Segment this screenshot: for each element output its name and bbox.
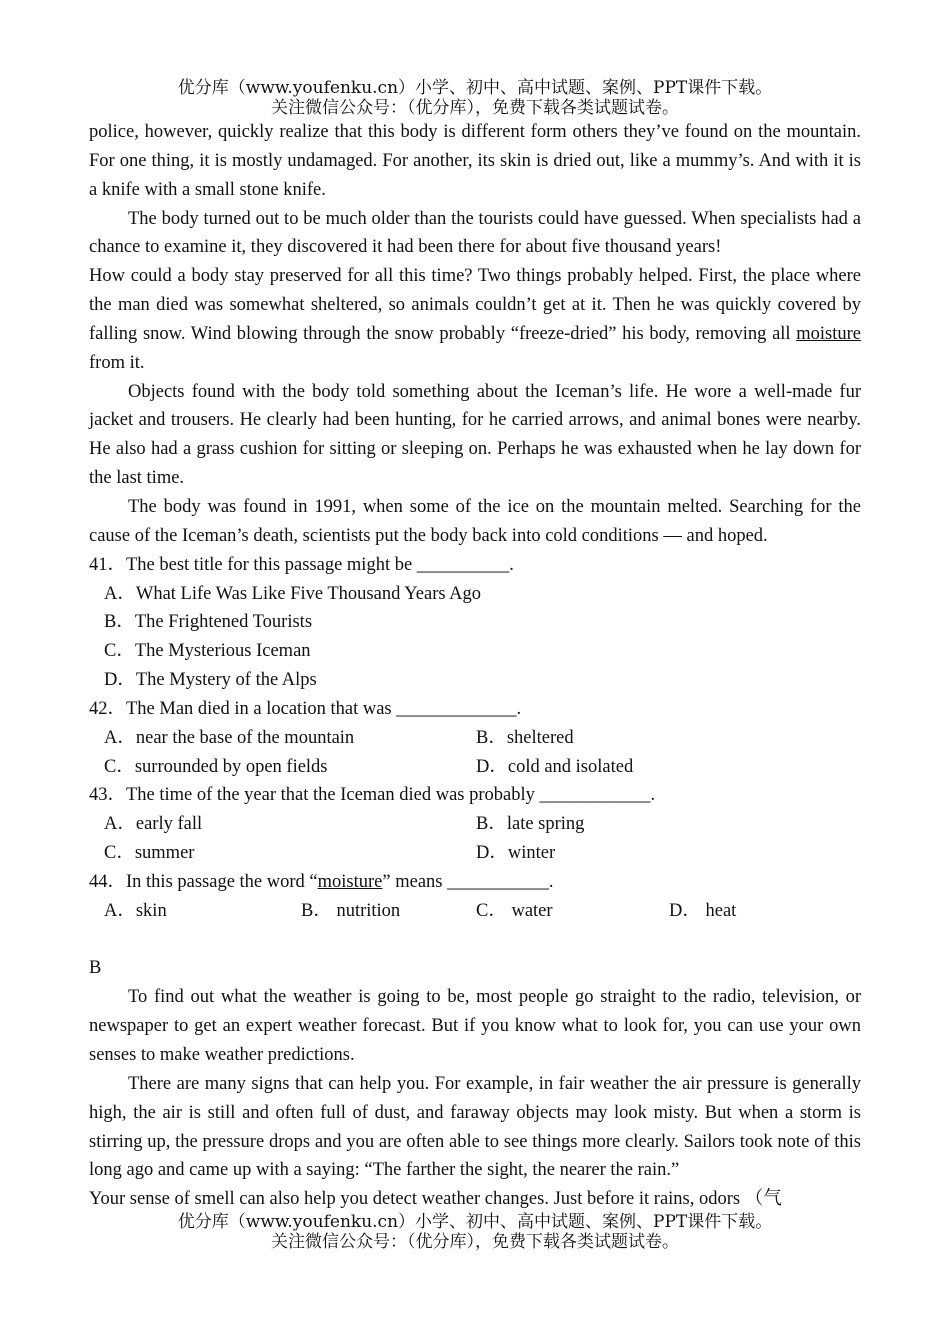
passage-a-paragraph-1: police, however, quickly realize that this body is different form others they’ve found on the mountain. For one thing, it is mostly undamaged. For another, its skin is dried out, like a mummy’s. And with it is a knife with a small stone knife. [89, 122, 861, 200]
passage-a-paragraph-3 [89, 262, 861, 377]
question-44-option-b: B． nutrition [301, 900, 401, 921]
question-43-option-b: B．late spring [476, 814, 585, 835]
question-44-underlined-word: moisture [317, 871, 383, 892]
passage-b-paragraph-1: To find out what the weather is going to be, most people go straight to the radio, television, or newspaper to get an expert weather forecast. But if you know what to look for, you can use your own senses to make weather predictions. [89, 987, 861, 1065]
spacer [89, 926, 861, 955]
paragraph-3-tail: from it. [89, 352, 145, 373]
section-b-title: B [89, 958, 102, 979]
question-41-option-d: D．The Mystery of the Alps [104, 670, 317, 691]
document-body [89, 118, 861, 1214]
question-41-stem: 41．The best title for this passage might be __________. [89, 554, 514, 575]
question-41-option-b: B．The Frightened Tourists [104, 612, 313, 633]
question-41 [89, 551, 861, 695]
question-42 [89, 695, 861, 782]
question-44-option-a: A．skin [104, 900, 167, 921]
question-41-option-c: C．The Mysterious Iceman [104, 641, 311, 662]
page-header [0, 78, 950, 118]
question-44 [89, 868, 861, 926]
question-43-option-c: C．summer [104, 843, 195, 864]
question-44-option-c: C． water [476, 900, 553, 921]
question-43-option-a: A．early fall [104, 814, 203, 835]
question-44-stem-end: ” means ___________. [382, 871, 554, 892]
header-line-1: 优分库（www.youfenku.cn）小学、初中、高中试题、案例、PPT课件下载。 [177, 78, 773, 98]
question-43 [89, 781, 861, 868]
question-42-option-c: C．surrounded by open fields [104, 756, 328, 777]
question-43-option-d: D．winter [476, 843, 556, 864]
header-line-2: 关注微信公众号：（优分库），免费下载各类试题试卷。 [271, 98, 679, 118]
passage-a-paragraph-2: The body turned out to be much older than the tourists could have guessed. When specialists had a chance to examine it, they discovered it had been there for about five thousand years! [89, 208, 861, 258]
passage-b-paragraph-2: There are many signs that can help you. For example, in fair weather the air pressure is generally high, the air is still and often full of dust, and faraway objects may look misty. But when a storm is stirring up, the pressure drops and you are often able to see things more clearly. Sailors took note of this long ago and came up with a saying: “The farther the sight, the nearer the rain.” [89, 1073, 861, 1181]
question-42-stem: 42．The Man died in a location that was _____________. [89, 698, 522, 719]
question-44-option-d: D． heat [669, 900, 737, 921]
question-42-option-b: B．sheltered [476, 727, 574, 748]
footer-line-1: 优分库（www.youfenku.cn）小学、初中、高中试题、案例、PPT课件下载。 [177, 1212, 773, 1232]
question-41-option-a: A．What Life Was Like Five Thousand Years Ago [104, 583, 482, 604]
question-43-stem: 43．The time of the year that the Iceman died was probably ____________. [89, 785, 656, 806]
question-44-stem [89, 868, 554, 897]
question-42-option-a: A．near the base of the mountain [104, 727, 355, 748]
question-44-stem-start: 44．In this passage the word “ [89, 871, 318, 892]
question-42-option-d: D．cold and isolated [476, 756, 634, 777]
footer-line-2: 关注微信公众号：（优分库），免费下载各类试题试卷。 [271, 1232, 679, 1252]
passage-b-paragraph-3: Your sense of smell can also help you detect weather changes. Just before it rains, odors （气 [89, 1189, 782, 1210]
paragraph-3-text: How could a body stay preserved for all this time? Two things probably helped. First, the place where the man died was somewhat sheltered, so animals couldn’t get at it. Then he was quickly covered by falling snow. Wind blowing through the snow probably “freeze-dried” his body, removing all [89, 266, 861, 344]
passage-a-paragraph-5: The body was found in 1991, when some of the ice on the mountain melted. Searching for the cause of the Iceman’s death, scientists put the body back into cold conditions — and hoped. [89, 496, 861, 546]
underlined-word-moisture: moisture [796, 323, 861, 344]
passage-a-paragraph-4: Objects found with the body told something about the Iceman’s life. He wore a well-made fur jacket and trousers. He clearly had been hunting, for he carried arrows, and animal bones were nearby. He also had a grass cushion for sitting or sleeping on. Perhaps he was exhausted when he lay down for the last time. [89, 381, 861, 489]
page-footer [0, 1212, 950, 1252]
